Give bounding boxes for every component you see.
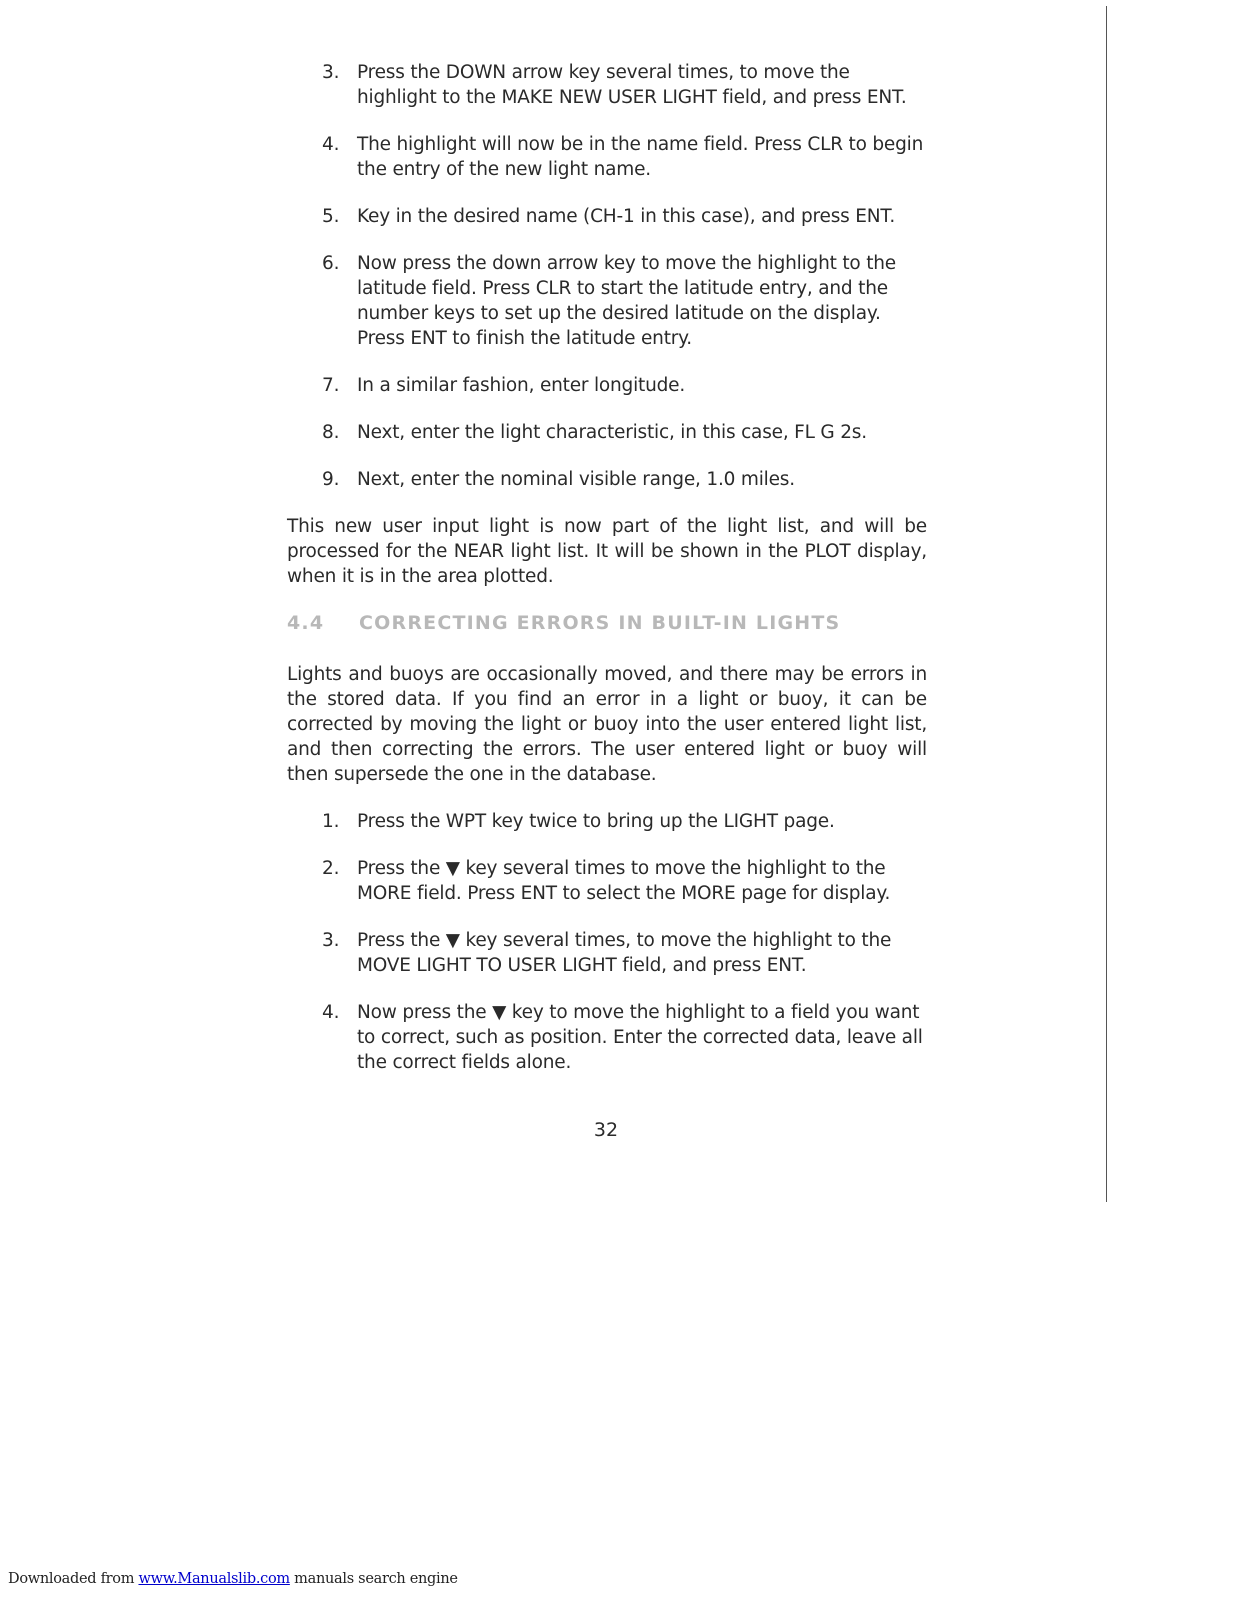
step-item xyxy=(287,809,927,834)
step-text: In a similar fashion, enter longitude. xyxy=(357,375,686,396)
step-item xyxy=(287,132,927,182)
page-content xyxy=(287,60,927,1097)
section-title: CORRECTING ERRORS IN BUILT-IN LIGHTS xyxy=(359,612,841,634)
step-number: 5. xyxy=(322,206,340,227)
step-item xyxy=(287,1000,927,1075)
step-number: 3. xyxy=(322,930,340,951)
section-number: 4.4 xyxy=(287,612,325,634)
footer-prefix: Downloaded from xyxy=(8,1571,139,1587)
step-text: Key in the desired name (CH-1 in this case), and press ENT. xyxy=(357,206,896,227)
step-number: 3. xyxy=(322,62,340,83)
page-number-text: 32 xyxy=(593,1119,619,1141)
step-text: Press the WPT key twice to bring up the LIGHT page. xyxy=(357,811,835,832)
step-number: 4. xyxy=(322,134,340,155)
step-number: 8. xyxy=(322,422,340,443)
step-item xyxy=(287,467,927,492)
body-paragraph: Lights and buoys are occasionally moved, and there may be errors in the stored data. If you find an error in a light or buoy, it can be corrected by moving the light or buoy into the user entered light list, and then correcting the errors. The user entered light or buoy will then supersede the one in the database. xyxy=(287,664,927,785)
step-text: Now press the down arrow key to move the highlight to the latitude field. Press CLR to start the latitude entry, and the number keys to set up the desired latitude on the display. Press ENT to finish the latitude entry. xyxy=(357,253,896,349)
footer-suffix: manuals search engine xyxy=(289,1571,458,1587)
step-text: Now press the ▼ key to move the highlight to a field you want to correct, such as position. Enter the corrected data, leave all the correct fields alone. xyxy=(357,1002,923,1073)
step-text: Next, enter the light characteristic, in this case, FL G 2s. xyxy=(357,422,867,443)
page-number xyxy=(0,1119,1237,1141)
step-number: 1. xyxy=(322,811,340,832)
steps-list-a xyxy=(287,60,927,492)
step-item xyxy=(287,251,927,351)
download-footer xyxy=(8,1571,458,1587)
step-text: Press the ▼ key several times to move the highlight to the MORE field. Press ENT to select the MORE page for display. xyxy=(357,858,891,904)
step-item xyxy=(287,204,927,229)
steps-list-b xyxy=(287,809,927,1075)
step-number: 7. xyxy=(322,375,340,396)
step-item xyxy=(287,373,927,398)
body-paragraph: This new user input light is now part of the light list, and will be processed for the NEAR light list. It will be shown in the PLOT display, when it is in the area plotted. xyxy=(287,516,927,587)
step-text: Press the ▼ key several times, to move the highlight to the MOVE LIGHT TO USER LIGHT field, and press ENT. xyxy=(357,930,892,976)
step-number: 2. xyxy=(322,858,340,879)
manualslib-link[interactable]: www.Manualslib.com xyxy=(138,1571,290,1587)
section-heading xyxy=(287,611,927,636)
step-text: Press the DOWN arrow key several times, to move the highlight to the MAKE NEW USER LIGHT field, and press ENT. xyxy=(357,62,907,108)
step-number: 9. xyxy=(322,469,340,490)
step-number: 6. xyxy=(322,253,340,274)
step-item xyxy=(287,420,927,445)
step-item xyxy=(287,856,927,906)
step-text: Next, enter the nominal visible range, 1.0 miles. xyxy=(357,469,795,490)
step-number: 4. xyxy=(322,1002,340,1023)
step-item xyxy=(287,928,927,978)
step-text: The highlight will now be in the name field. Press CLR to begin the entry of the new light name. xyxy=(357,134,924,180)
step-item xyxy=(287,60,927,110)
page-edge-rule xyxy=(1106,6,1107,1202)
